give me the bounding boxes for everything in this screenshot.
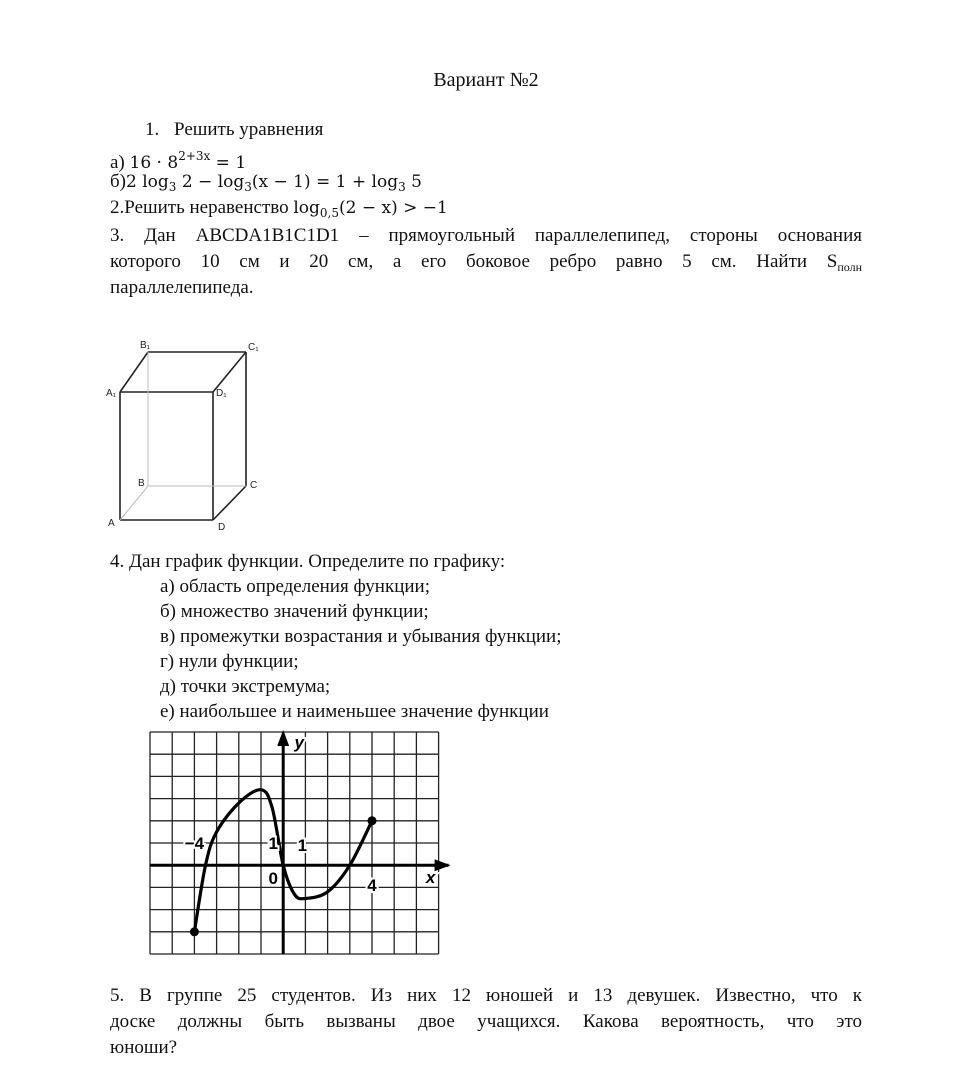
task2-log: log (293, 198, 320, 218)
vertex-label-a: A (108, 518, 115, 529)
curve-endpoint (190, 927, 199, 936)
task1b-part1: 2 log (126, 172, 169, 192)
task1b-part4: 5 (405, 172, 422, 192)
page-title: Вариант №2 (433, 69, 539, 91)
task4-item: г) нули функции; (160, 651, 299, 672)
task4-item: в) промежутки возрастания и убывания функции; (160, 626, 562, 647)
task5-line1: 5. В группе 25 студентов. Из них 12 юношей и 13 девушек. Известно, что к (110, 985, 862, 1006)
task3-line1: 3. Дан ABCDA1B1C1D1 – прямоугольный параллелепипед, стороны основания (110, 225, 862, 246)
task4-item: е) наибольшее и наименьшее значение функции (160, 701, 549, 722)
vertex-label-d1: D₁ (216, 388, 227, 399)
tick-label-y-1: 1 (268, 834, 278, 853)
task1a-rhs: = 1 (210, 153, 247, 173)
task3-line2-text: которого 10 см и 20 см, а его боковое ребро равно 5 см. Найти S (110, 251, 838, 272)
task4-item: д) точки экстремума; (160, 676, 331, 697)
vertex-label-c: C (250, 480, 258, 491)
task1b-part3: (x − 1) = 1 + log (251, 172, 399, 192)
task3-line3: параллелепипеда. (110, 277, 254, 298)
tick-label-x-1: 1 (297, 836, 308, 855)
x-axis-arrow (435, 859, 451, 871)
x-axis-label: x (425, 868, 436, 888)
tick-label-x-neg4: −4 (184, 834, 205, 853)
tick-label-x-4: 4 (367, 876, 377, 896)
task2-text: 2.Решить неравенство (110, 197, 294, 218)
curve-endpoint (368, 816, 377, 825)
task1-heading-text: Решить уравнения (174, 119, 324, 140)
task1a-lhs: 16 · 8 (129, 153, 179, 173)
task1b-prefix: б) (110, 171, 126, 192)
task4-item: б) множество значений функции; (160, 601, 429, 622)
task5-line2: доске должны быть вызваны двое учащихся. Какова вероятность, что это (110, 1011, 862, 1032)
task1b-base2: 3 (244, 180, 252, 194)
vertex-label-a1: A₁ (106, 388, 117, 399)
task1b-base3: 3 (398, 180, 406, 194)
task1-number: 1. (145, 119, 160, 140)
vertex-label-b: B (138, 478, 145, 489)
task1b-base1: 3 (168, 180, 177, 194)
vertex-label-c1: C₁ (248, 342, 259, 353)
task5-line3: юноши? (110, 1037, 178, 1058)
task4-heading: 4. Дан график функции. Определите по графику: (110, 551, 506, 572)
task2-argument: (2 − x) > −1 (339, 198, 448, 218)
task1a-exponent: 2+3x (178, 149, 211, 163)
vertex-label-b1: B₁ (140, 340, 151, 351)
task1b-part2: 2 − log (176, 172, 245, 192)
tick-label-origin: 0 (268, 869, 278, 889)
task4-item: а) область определения функции; (160, 576, 430, 597)
task3-line2-sub: полн (837, 260, 862, 274)
vertex-label-d: D (218, 522, 226, 533)
task1a-prefix: а) (110, 152, 125, 173)
y-axis-label: y (294, 733, 304, 752)
task2-base: 0,5 (319, 206, 339, 220)
